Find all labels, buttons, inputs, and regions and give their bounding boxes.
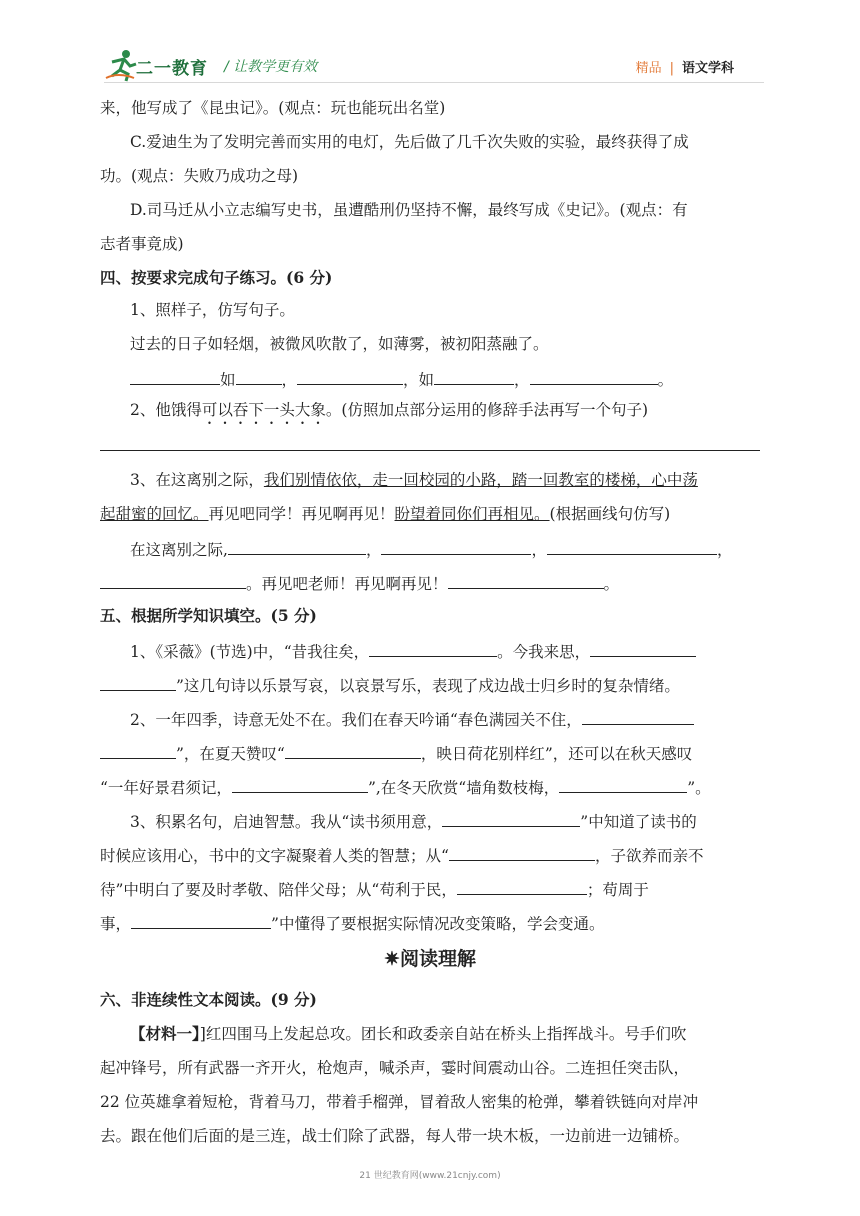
question-text: 在这离别之际, — [130, 541, 228, 559]
premium-label: 精品 — [635, 61, 662, 76]
answer-blank[interactable] — [448, 572, 604, 589]
answer-blank[interactable] — [457, 878, 587, 895]
reading-section-title: ✷阅读理解 — [384, 948, 476, 970]
question-text: 3、积累名句，启迪智慧。我从“读书须用意， — [130, 813, 443, 831]
slogan: / 让教学更有效 — [224, 59, 318, 75]
question-text: 再见吧同学！再见啊再见！ — [208, 505, 395, 523]
dotted-phrase: 可以吞下一头大象 — [201, 401, 326, 419]
question-5-3-cont3 — [100, 912, 604, 934]
blank-connector: ， — [365, 541, 382, 559]
question-text: 。(仿照加点部分运用的修辞手法再写一个句子) — [325, 401, 648, 419]
answer-blank[interactable] — [297, 368, 403, 385]
question-text: “一年好景君须记， — [100, 779, 232, 797]
question-text: 事， — [100, 915, 132, 933]
question-text: 2、一年四季，诗意无处不在。我们在春天吟诵“春色满园关不住， — [130, 711, 582, 729]
answer-blank[interactable] — [228, 538, 366, 555]
text-line: 功。(观点：失败乃成功之母) — [100, 167, 299, 185]
question-text: 待”中明白了要及时孝敬、陪伴父母；从“苟利于民， — [100, 881, 457, 899]
blank-connector: 。 — [657, 371, 674, 389]
material-1-line: 22 位英雄拿着短枪，背着马刀，带着手榴弹，冒着敌人密集的枪弹，攀着铁链向对岸冲 — [100, 1093, 699, 1111]
question-4-1: 1、照样子，仿写句子。 — [130, 301, 295, 319]
blank-connector: ， — [281, 371, 298, 389]
question-text: ，子欲养而亲不 — [594, 847, 704, 865]
question-text: 时候应该用心，书中的文字凝聚着人类的智慧；从“ — [100, 847, 449, 865]
question-text: ”,在冬天欣赏“墙角数枝梅， — [367, 779, 560, 797]
subject-label: 语文学科 — [681, 61, 734, 76]
question-5-2-cont2 — [100, 776, 711, 798]
question-text: ”中懂得了要根据实际情况改变策略，学会变通。 — [271, 915, 605, 933]
answer-blank[interactable] — [582, 708, 694, 725]
answer-blank[interactable] — [285, 742, 421, 759]
blank-connector: ， — [514, 371, 530, 389]
section-4-title: 四、按要求完成句子练习。(6 分) — [100, 268, 333, 287]
option-d: D.司马迁从小立志编写史书，虽遭酷刑仍坚持不懈，最终写成《史记》。(观点：有 — [130, 201, 688, 219]
question-4-3 — [130, 470, 698, 490]
answer-blank[interactable] — [547, 538, 717, 555]
answer-blank[interactable] — [590, 640, 696, 657]
underlined-text: 我们别情依依，走一回校园的小路，踏一回教室的楼梯，心中荡 — [263, 471, 698, 489]
answer-line-4-3b — [100, 572, 619, 594]
answer-blank[interactable] — [100, 742, 176, 759]
logo — [104, 48, 234, 82]
section-6-title: 六、非连续性文本阅读。(9 分) — [100, 990, 317, 1009]
blank-connector: 如 — [220, 371, 236, 389]
example-sentence: 过去的日子如轻烟，被微风吹散了，如薄雾，被初阳蒸融了。 — [130, 335, 549, 353]
answer-blank[interactable] — [381, 538, 531, 555]
answer-blank[interactable] — [100, 572, 246, 589]
page-header — [104, 48, 764, 84]
header-rule — [104, 82, 764, 83]
section-5-title: 五、根据所学知识填空。(5 分) — [100, 606, 317, 625]
answer-blank[interactable] — [236, 368, 282, 385]
question-text: (根据画线句仿写) — [549, 505, 671, 523]
question-4-3-cont — [100, 504, 670, 524]
answer-blank[interactable] — [530, 368, 658, 385]
header-divider: | — [669, 61, 674, 76]
question-4-2 — [130, 400, 648, 428]
answer-blank[interactable] — [130, 368, 220, 385]
question-5-1-cont — [100, 674, 680, 696]
answer-blank[interactable] — [100, 674, 176, 691]
answer-blank[interactable] — [232, 776, 368, 793]
header-subject — [636, 57, 734, 76]
option-c: C.爱迪生为了发明完善而实用的电灯，先后做了几千次失败的实验，最终获得了成 — [130, 133, 689, 151]
question-5-3-cont2 — [100, 878, 649, 900]
question-text: 。再见吧老师！再见啊再见！ — [246, 575, 448, 593]
question-text: ；苟周于 — [586, 881, 649, 899]
answer-blank[interactable] — [559, 776, 687, 793]
text-line: 来，他写成了《昆虫记》。(观点：玩也能玩出名堂) — [100, 99, 446, 117]
question-text: ”。 — [687, 779, 711, 797]
question-5-3-cont — [100, 844, 703, 866]
answer-line-4-3a — [130, 538, 732, 560]
blank-connector: 。 — [603, 575, 620, 593]
answer-line-4-1 — [130, 368, 673, 390]
material-text: ]红四围马上发起总攻。团长和政委亲自站在桥头上指挥战斗。号手们吹 — [199, 1025, 687, 1043]
logo-text: 二一教育 — [136, 59, 208, 79]
underlined-text: 起甜蜜的回忆。 — [100, 505, 209, 523]
blank-connector: ， — [716, 541, 733, 559]
answer-blank[interactable] — [131, 912, 271, 929]
text-line: 志者事竟成) — [100, 235, 184, 253]
answer-blank[interactable] — [434, 368, 514, 385]
question-text: 2、他饿得 — [130, 401, 202, 419]
blank-connector: ， — [531, 541, 547, 559]
question-text: ，映日荷花别样红”，还可以在秋天感叹 — [420, 745, 693, 763]
runner-logo-icon — [104, 48, 138, 82]
answer-blank[interactable] — [442, 810, 580, 827]
question-text: 1、《采薇》(节选)中，“昔我往矣， — [130, 643, 370, 661]
answer-blank[interactable] — [369, 640, 497, 657]
question-text: 3、在这离别之际， — [130, 471, 264, 489]
question-5-1 — [130, 640, 696, 662]
question-text: ”中知道了读书的 — [580, 813, 697, 831]
material-1-line: 起冲锋号，所有武器一齐开火，枪炮声，喊杀声，霎时间震动山谷。二连担任突击队， — [100, 1059, 690, 1077]
material-1-line: 去。跟在他们后面的是三连，战士们除了武器，每人带一块木板，一边前进一边铺桥。 — [100, 1127, 690, 1145]
material-1-line — [130, 1024, 686, 1044]
question-text: ”，在夏天赞叹“ — [176, 745, 285, 763]
page-footer: 21 世纪教育网(www.21cnjy.com) — [359, 1171, 501, 1181]
blank-connector: ，如 — [403, 371, 435, 389]
question-5-2 — [130, 708, 694, 730]
material-label: 【材料一】 — [130, 1024, 200, 1043]
question-5-3 — [130, 810, 697, 832]
underlined-text: 盼望着同你们再相见。 — [394, 505, 550, 523]
answer-line[interactable] — [100, 450, 760, 451]
question-text: 。今我来思， — [497, 643, 591, 661]
answer-blank[interactable] — [449, 844, 595, 861]
question-5-2-cont — [100, 742, 692, 764]
question-text: ”这几句诗以乐景写哀，以哀景写乐，表现了戍边战士归乡时的复杂情绪。 — [176, 677, 680, 695]
